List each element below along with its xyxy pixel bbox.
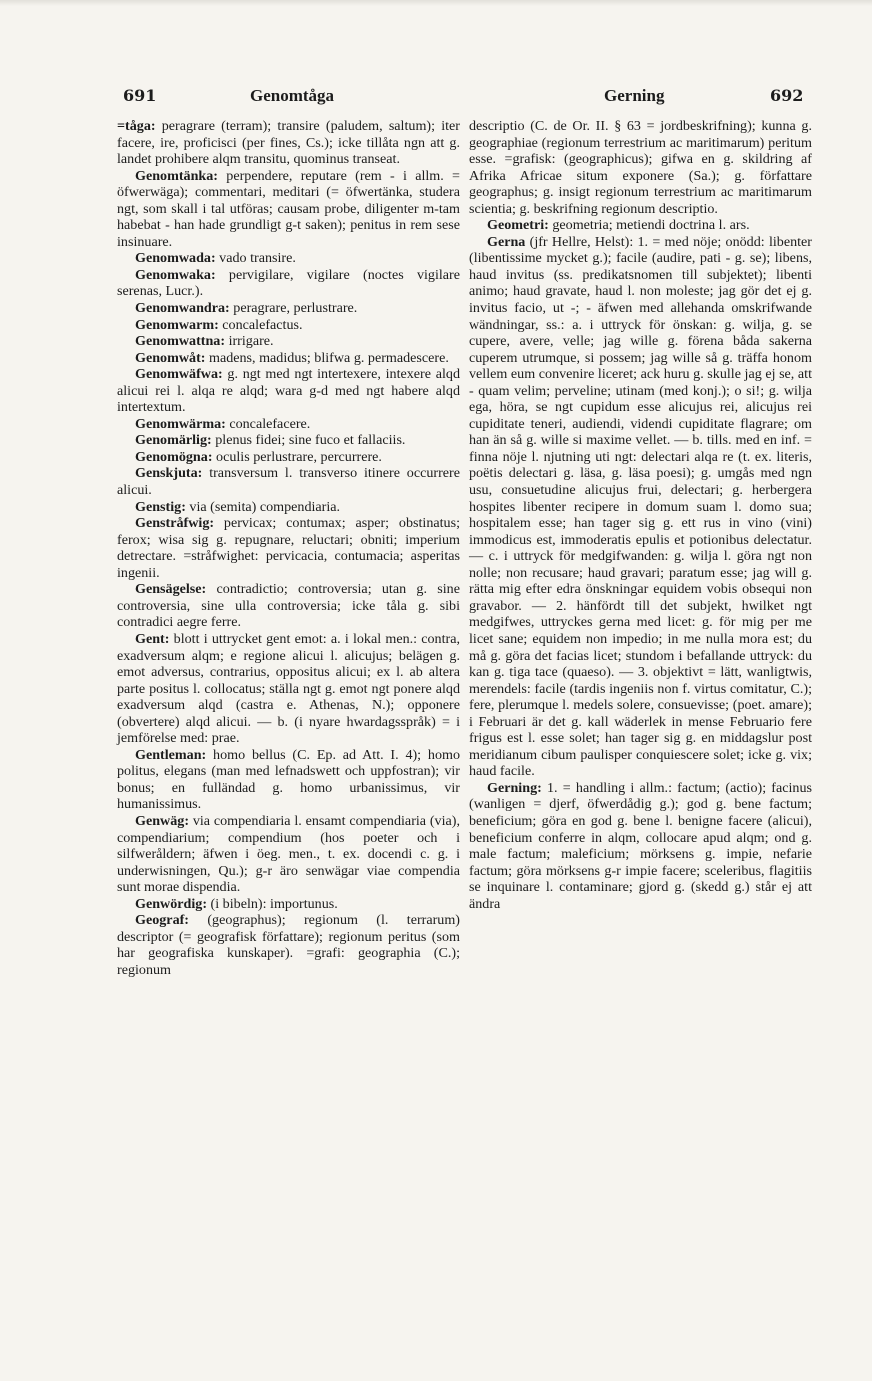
entry-headword: Genskjuta: xyxy=(135,465,203,482)
dictionary-entry xyxy=(117,449,460,466)
entry-headword: Genomwandra: xyxy=(135,300,230,317)
dictionary-entry xyxy=(117,350,460,367)
entry-headword: Genomwäfwa: xyxy=(135,366,223,383)
entry-headword: =tåga: xyxy=(117,118,156,134)
dictionary-entry xyxy=(117,896,460,913)
entry-headword: Genomögna: xyxy=(135,448,213,465)
dictionary-entry xyxy=(117,366,460,416)
entry-definition: (jfr Hellre, Helst): 1. = med nöje; onödd: libenter (libentissime mycket g.); facile (audire, pati - g. se); libens, haud invitus (ss. predikatsnomen till subjektet); libenti animo; haud gravate, haud l. non moleste; jag gör det ej g. invitus facio, ut -; - äfwen med allehanda omskrifwande wändningar, ss.: a. i uttryck för önskan: g. wilja, g. se cupere, avere, velle; jag wille g. förena båda sakerna cuperem utrumque, si possem; jag wille så g. träffa honom vellem eum convenire liceret; ack huru g. skulle jag ej se, att - quam velim; perveline; utinam (med konj.); o si!; g. wilja ega, höra, se ngt cupidum esse alicujus rei, alicujus rei cupiditate teneri, audiendi, videndi cupiditate flagrare; om han än så g. wille si maxime vellet. — b. tills. med en inf. = finna nöje l. njutning uti ngt: delectari alqa re (t. ex. literis, poëtis delectari g. läsa, g. läsa poesi); g. umgås med ngn usu, consuetudine alicujus frui, delectari; g. herbergera hospites libenter recipere in domum suam l. domo sua; hospitalem esse; han tager sig g. ett rus in vino (vini) immodicus est, immoderatis epulis et potionibus delectatur. — c. i uttryck för medgifwanden: g. wilja l. göra ngt non nolle; non recusare; haud gravari; paratum esse; jag will g. rätta mig efter edra önskningar equidem vobis obsequi non gravabor. — 2. hänfördt till det subjekt, hwilket ngt medgifwes, uttryckes gerna med licet: g. för mig per me licet sane; equidem non impedio; in me nulla mora est; du må g. göra det facias licet; stundom i befallande uttryck: du kan g. tiga tace (quaeso). — 3. objektivt = lätt, wanligtwis, merendels: facile (tardis ingeniis non f. virtus comitatur, C.); fere, plerumque l. medels solere, consuevisse; (poet. amare); i Februari är det g. kall wäderlek in mense Februario fere frigus est l. esse solet; han tager sig g. en middagslur post meridianum cibum paulisper conquiescere solet; icke g. vix; haud facile. xyxy=(469,233,812,780)
dictionary-entry xyxy=(469,118,812,217)
right-page-number: 692 xyxy=(770,86,804,105)
entry-headword: Gent: xyxy=(135,630,170,647)
entry-definition: peragrare, perlustrare. xyxy=(229,300,358,317)
dictionary-entry xyxy=(469,780,812,912)
dictionary-entry xyxy=(117,118,460,168)
dictionary-entry xyxy=(117,631,460,747)
entry-definition: vado transire. xyxy=(215,250,296,267)
entry-definition: oculis perlustrare, percurrere. xyxy=(212,448,382,465)
dictionary-entry xyxy=(117,300,460,317)
entry-headword: Gensägelse: xyxy=(135,581,207,598)
entry-headword: Genomwarm: xyxy=(135,316,219,333)
entry-definition: blott i uttrycket gent emot: a. i lokal men.: contra, exadversum alqm; e regione alicui l. alicujus; belägen g. emot adversus, contrarius, oppositus alicui; ex l. ab altera parte positus l. collocatus; ställa ngt g. emot ngt ponere alqd exadversum alqd (castra e. Athenas, N.); opponere (obvertere) alqd alicui. — b. (i nyare hwardagsspråk) = i jemförelse med: prae. xyxy=(117,630,460,747)
right-column xyxy=(469,118,812,912)
entry-definition: 1. = handling i allm.: factum; (actio); facinus (wanligen = djerf, öfwerdådig g.); god g. bene factum; beneficium; göra en god g. bene l. benigne facere (alicui), beneficium conferre in alqm, collocare apud alqm; ond g. male factum; maleficium; mörksens g. impie, nefarie factum; göra mörksens g-r impie facere; sceleribus, flagitiis se inquinare l. contaminare; gjord g. (skedd g.) står ej att ändra xyxy=(469,779,812,912)
right-running-head: Gerning xyxy=(604,86,665,105)
entry-definition: geometria; metiendi doctrina l. ars. xyxy=(548,217,750,234)
dictionary-entry xyxy=(117,250,460,267)
entry-headword: Gerning: xyxy=(487,779,542,796)
entry-definition: via (semita) compendiaria. xyxy=(185,498,341,515)
dictionary-entry xyxy=(117,432,460,449)
left-column xyxy=(117,118,460,978)
dictionary-entry xyxy=(117,499,460,516)
entry-headword: Genomwada: xyxy=(135,250,216,267)
entry-definition: irrigare. xyxy=(225,333,274,350)
entry-headword: Genwördig: xyxy=(135,895,208,912)
dictionary-entry xyxy=(117,168,460,251)
dictionary-entry xyxy=(469,217,812,234)
entry-definition: concalefactus. xyxy=(218,316,303,333)
entry-definition: madens, madidus; blifwa g. permadescere. xyxy=(205,349,449,366)
entry-definition: concalefacere. xyxy=(225,415,311,432)
entry-definition: descriptio (C. de Or. II. § 63 = jordbeskrifning); kunna g. geographiae (regionum terrestrium ac maritimarum) peritum esse. =grafisk: (geographicus); gifwa en g. skildring af Afrika Africae situm exponere (Sa.); g. författare geographus; g. insigt regionum terrestrium ac maritimarum scientia; g. beskrifning regionum descriptio. xyxy=(469,118,812,217)
entry-headword: Genwäg: xyxy=(135,812,190,829)
dictionary-entry xyxy=(469,234,812,780)
entry-definition: plenus fidei; sine fuco et fallaciis. xyxy=(211,432,406,449)
entry-definition: contradictio; controversia; utan g. sine controversia, sine ulla controversia; icke tåla g. sibi contradici aegre ferre. xyxy=(117,581,460,631)
entry-headword: Genomwärma: xyxy=(135,415,226,432)
entry-headword: Genomwaka: xyxy=(135,266,216,283)
dictionary-entry xyxy=(117,317,460,334)
dictionary-entry xyxy=(117,515,460,581)
entry-headword: Gentleman: xyxy=(135,746,207,763)
entry-definition: transversum l. transverso itinere occurrere alicui. xyxy=(117,465,460,499)
left-page-number: 691 xyxy=(123,86,157,105)
entry-headword: Genomwåt: xyxy=(135,349,206,366)
entry-definition: (i bibeln): importunus. xyxy=(207,895,338,912)
scan-top-edge xyxy=(0,0,872,6)
entry-definition: pervicax; contumax; asper; obstinatus; ferox; wisa sig g. repugnare, reluctari; obniti; imperium detrectare. =stråfwighet: pervicacia, contumacia; asperitas ingenii. xyxy=(117,515,460,581)
entry-headword: Geometri: xyxy=(487,217,549,234)
entry-headword: Genstråfwig: xyxy=(135,515,215,532)
dictionary-entry xyxy=(117,581,460,631)
dictionary-entry xyxy=(117,465,460,498)
entry-headword: Genomtänka: xyxy=(135,167,219,184)
dictionary-entry xyxy=(117,747,460,813)
entry-definition: (geographus); regionum (l. terrarum) descriptor (= geografisk författare); regionum peritus (som har geografiska kunskaper). =grafi: geographia (C.); regionum xyxy=(117,912,460,978)
left-running-head: Genomtåga xyxy=(250,86,335,105)
dictionary-entry xyxy=(117,416,460,433)
dictionary-entry xyxy=(117,813,460,896)
dictionary-entry xyxy=(117,333,460,350)
dictionary-entry xyxy=(117,267,460,300)
entry-headword: Geograf: xyxy=(135,912,190,929)
entry-headword: Genstig: xyxy=(135,498,186,515)
entry-definition: peragrare (terram); transire (paludem, saltum); iter facere, ire, proficisci (per fines, Cs.); icke tillåta ngn att g. landet prohibere alqm transitu, quominus transeat. xyxy=(117,118,460,168)
dictionary-entry xyxy=(117,912,460,978)
entry-definition: homo bellus (C. Ep. ad Att. I. 4); homo politus, elegans (man med lefnadswett och uppfostran); vir bonus; en fulländad g. homo urbanissimus, vir humanissimus. xyxy=(117,746,460,813)
entry-definition: g. ngt med ngt intertexere, intexere alqd alicui rei l. alqa re alqd; wara g-d med ngt habere alqd intertextum. xyxy=(117,366,460,416)
entry-definition: pervigilare, vigilare (noctes vigilare serenas, Lucr.). xyxy=(117,266,460,300)
entry-definition: perpendere, reputare (rem - i allm. = öfwerwäga); commentari, meditari (= öfwertänka, studera ngt, som skall i tal utföras; causam probe, diligenter m-tam habebat - han hade grundligt g-t saken); penitus in rem sese insinuare. xyxy=(117,167,460,250)
entry-headword: Genomärlig: xyxy=(135,432,212,449)
entry-definition: via compendiaria l. ensamt compendiaria (via), compendiarium; compendium (hos poeter och i silfweråldern; äfwen i öeg. men., t. ex. docendi c. g. i underwisningen, Qu.); g-r äro senwägar viae compendia sunt morae dispendia. xyxy=(117,812,460,896)
entry-headword: Gerna xyxy=(487,233,526,250)
entry-headword: Genomwattna: xyxy=(135,333,226,350)
